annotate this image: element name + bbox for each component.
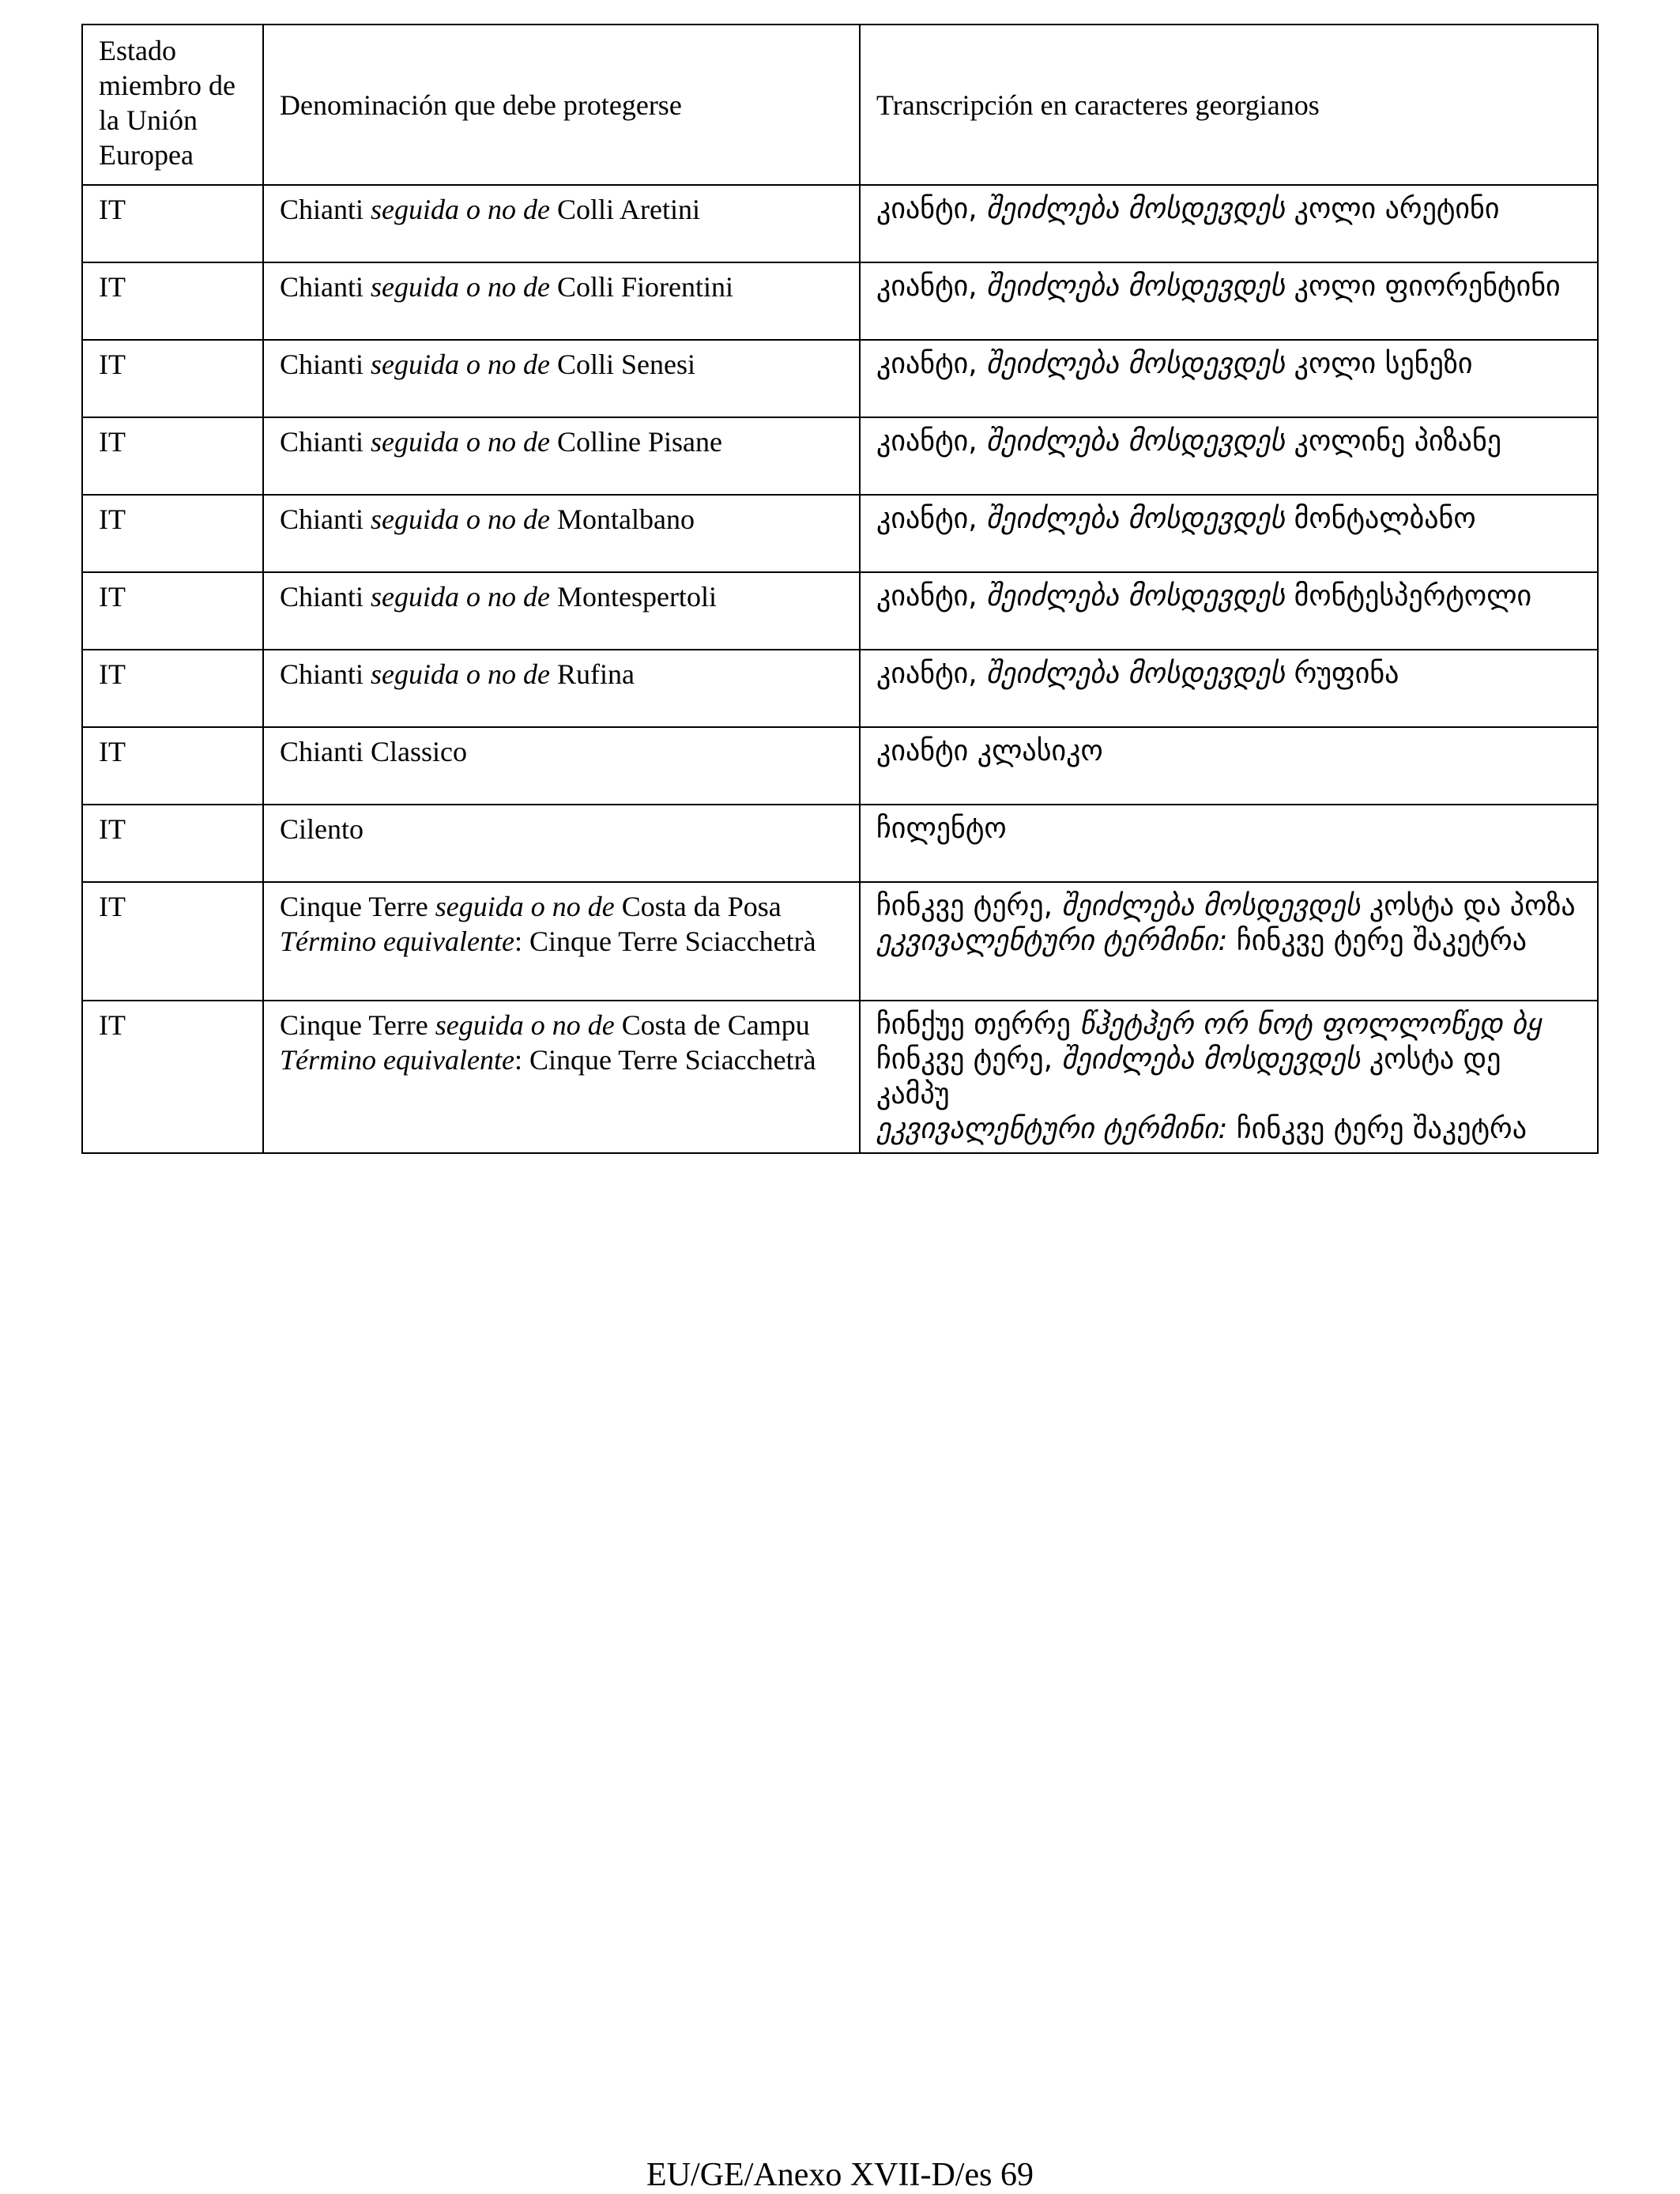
cell-denomination: Cinque Terre seguida o no de Costa da Posa Término equivalente: Cinque Terre Sciacchetrà [263, 882, 860, 1001]
table-row [82, 262, 1598, 340]
table-row [82, 417, 1598, 495]
cell-state: IT [82, 1001, 263, 1153]
cell-denomination: Chianti Classico [263, 727, 860, 805]
cell-state: IT [82, 805, 263, 882]
cell-transcription: კიანტი, შეიძლება მოსდევდეს კოლი ფიორენტინი [860, 262, 1598, 340]
table-row [82, 185, 1598, 262]
cell-state: IT [82, 185, 263, 262]
table-row [82, 340, 1598, 417]
table-row [82, 650, 1598, 727]
cell-denomination: Chianti seguida o no de Colli Senesi [263, 340, 860, 417]
cell-state: IT [82, 417, 263, 495]
cell-state: IT [82, 572, 263, 650]
cell-transcription: კიანტი, შეიძლება მოსდევდეს კოლი არეტინი [860, 185, 1598, 262]
cell-state: IT [82, 882, 263, 1001]
cell-state: IT [82, 727, 263, 805]
table-row [82, 882, 1598, 1001]
table-row [82, 1001, 1598, 1153]
cell-transcription: კიანტი, შეიძლება მოსდევდეს მონტესპერტოლი [860, 572, 1598, 650]
cell-denomination: Cinque Terre seguida o no de Costa de Campu Término equivalente: Cinque Terre Sciacchetrà [263, 1001, 860, 1153]
cell-transcription: კიანტი, შეიძლება მოსდევდეს კოლი სენეზი [860, 340, 1598, 417]
cell-denomination: Chianti seguida o no de Colli Aretini [263, 185, 860, 262]
cell-denomination: Chianti seguida o no de Montalbano [263, 495, 860, 572]
cell-denomination: Chianti seguida o no de Montespertoli [263, 572, 860, 650]
table-header-row [82, 25, 1598, 185]
table-row [82, 495, 1598, 572]
cell-state: IT [82, 262, 263, 340]
header-georgian-transcription: Transcripción en caracteres georgianos [860, 25, 1598, 185]
cell-denomination: Chianti seguida o no de Colline Pisane [263, 417, 860, 495]
cell-denomination: Chianti seguida o no de Colli Fiorentini [263, 262, 860, 340]
table-row [82, 572, 1598, 650]
cell-transcription: ჩინკვე ტერე, შეიძლება მოსდევდეს კოსტა და პოზა ეკვივალენტური ტერმინი: ჩინკვე ტერე შაკეტრა [860, 882, 1598, 1001]
cell-transcription: კიანტი, შეიძლება მოსდევდეს მონტალბანო [860, 495, 1598, 572]
cell-state: IT [82, 495, 263, 572]
gi-table [81, 24, 1599, 1154]
table-row [82, 727, 1598, 805]
cell-transcription: კიანტი, შეიძლება მოსდევდეს კოლინე პიზანე [860, 417, 1598, 495]
cell-transcription: კიანტი კლასიკო [860, 727, 1598, 805]
cell-denomination: Cilento [263, 805, 860, 882]
cell-transcription: ჩინქუე თერრე წჰეტჰერ ორ ნოტ ფოლლოწედ ბყ ჩინკვე ტერე, შეიძლება მოსდევდეს კოსტა დე კამპუ ეკვივალენტური ტერმინი: ჩინკვე ტერე შაკეტრა [860, 1001, 1598, 1153]
cell-transcription: ჩილენტო [860, 805, 1598, 882]
cell-state: IT [82, 340, 263, 417]
cell-transcription: კიანტი, შეიძლება მოსდევდეს რუფინა [860, 650, 1598, 727]
page-footer: EU/GE/Anexo XVII-D/es 69 [646, 2157, 1034, 2193]
header-member-state: Estado miembro de la Unión Europea [82, 25, 263, 185]
header-denomination: Denominación que debe protegerse [263, 25, 860, 185]
cell-state: IT [82, 650, 263, 727]
table-row [82, 805, 1598, 882]
cell-denomination: Chianti seguida o no de Rufina [263, 650, 860, 727]
